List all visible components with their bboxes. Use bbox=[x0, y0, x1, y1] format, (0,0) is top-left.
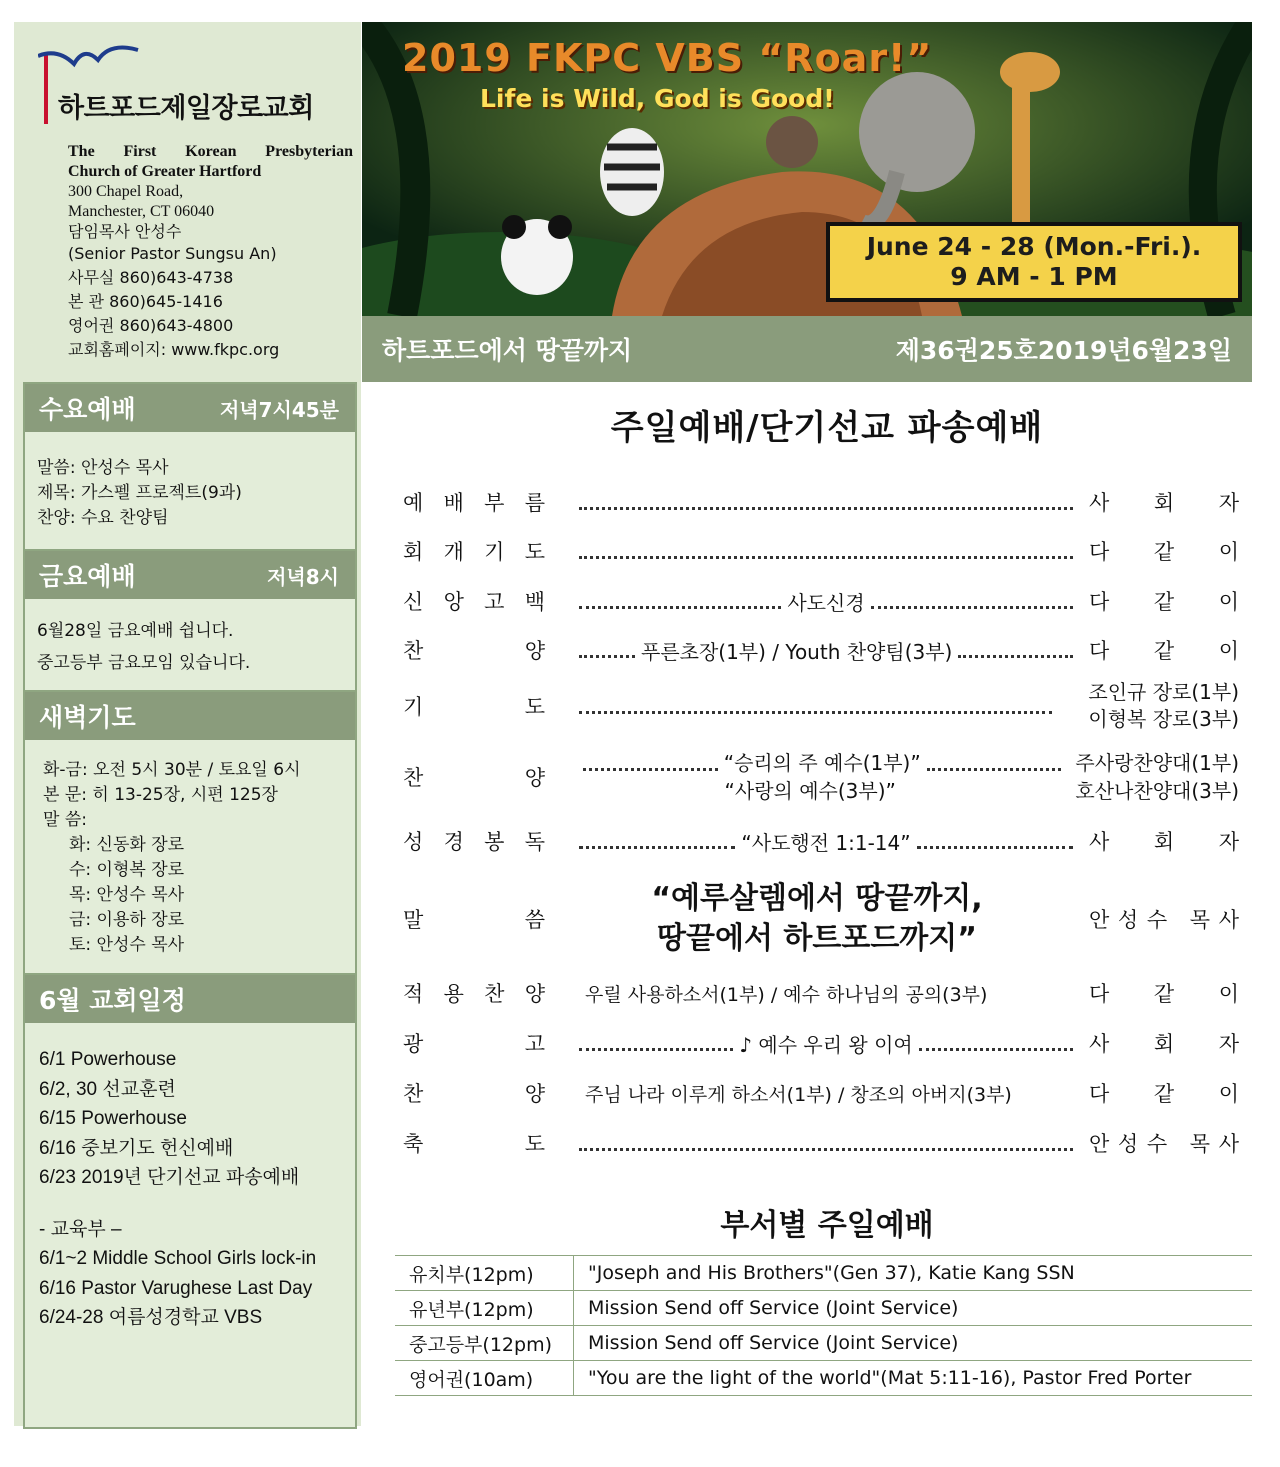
wednesday-header: 수요예배 저녁7시45분 bbox=[25, 384, 355, 432]
dawn-header: 새벽기도 bbox=[25, 692, 355, 740]
homepage: 교회홈페이지: www.fkpc.org bbox=[68, 340, 280, 359]
dept-name: 유치부(12pm) bbox=[395, 1256, 574, 1291]
dept-name: 중고등부(12pm) bbox=[395, 1326, 574, 1361]
order-row-prayer: 기 도 조인규 장로(1부) 이형복 장로(3부) bbox=[403, 680, 1239, 731]
vbs-time: 9 AM - 1 PM bbox=[950, 262, 1118, 291]
address-line1: 300 Chapel Road, bbox=[68, 183, 184, 200]
church-name-kr: 하트포드제일장로교회 bbox=[58, 93, 314, 124]
church-logo bbox=[38, 34, 358, 124]
issue-info: 제36권25호2019년6월23일 bbox=[895, 336, 1232, 365]
church-info bbox=[68, 142, 353, 362]
order-row-choir: 찬 양 “승리의 주 예수(1부)” “사랑의 예수(3부)” 주사랑찬양대(1부) 호산나찬양대(3부) bbox=[403, 751, 1239, 803]
vbs-date: June 24 - 28 (Mon.-Fri.). bbox=[866, 232, 1202, 261]
order-row-praise-closing: 찬 양 주님 나라 이루게 하소서(1부) / 창조의 아버지(3부) 다 같 이 bbox=[403, 1077, 1239, 1109]
sermon-title: “예루살렘에서 땅끝까지, 땅끝에서 하트포드까지” bbox=[651, 881, 983, 956]
address-line2: Manchester, CT 06040 bbox=[68, 203, 215, 220]
dept-name: 유년부(12pm) bbox=[395, 1291, 574, 1326]
motto: 하트포드에서 땅끝까지 bbox=[382, 336, 633, 365]
order-row-call bbox=[403, 486, 1239, 518]
schedule-body: 6/1 Powerhouse 6/2, 30 선교훈련 6/15 Powerhouse 6/16 중보기도 헌신예배 6/23 2019년 단기선교 파송예배 - 교육부 – 6/1~2 Middle School Girls lock-in 6/16 Pastor Varughese Last Day 6/24-28 여름성경학교 VBS bbox=[39, 1049, 317, 1328]
dot-leader bbox=[579, 1048, 733, 1051]
table-row bbox=[395, 1361, 1252, 1396]
vbs-date-box bbox=[826, 222, 1242, 302]
phone-office: 사무실 860)643-4738 bbox=[68, 268, 234, 287]
vbs-title: 2019 FKPC VBS “Roar!” bbox=[402, 36, 933, 80]
dot-leader bbox=[871, 606, 1073, 609]
phone-main: 본 관 860)645-1416 bbox=[68, 292, 223, 311]
order-row-opening-prayer: 회 개 기 도 다 같 이 bbox=[403, 540, 1239, 564]
dot-leader bbox=[927, 768, 1062, 771]
order-leader: 사 회 자 bbox=[1089, 491, 1239, 515]
order-row-response: 적 용 찬 양 우릴 사용하소서(1부) / 예수 하나님의 공의(3부) 다 같 이 bbox=[403, 977, 1239, 1009]
dot-leader bbox=[958, 655, 1073, 658]
left-sidebar bbox=[14, 22, 361, 1426]
phone-english: 영어권 860)643-4800 bbox=[68, 316, 234, 335]
closing-praise-text: 주님 나라 이루게 하소서(1부) / 창조의 아버지(3부) bbox=[585, 1083, 1012, 1106]
dot-leader bbox=[579, 556, 1073, 559]
choir-names: 주사랑찬양대(1부) 호산나찬양대(3부) bbox=[1075, 751, 1239, 803]
dot-leader bbox=[917, 846, 1073, 849]
vbs-banner bbox=[362, 22, 1252, 316]
order-title: 주일예배/단기선교 파송예배 bbox=[610, 408, 1044, 448]
departments-title: 부서별 주일예배 bbox=[720, 1208, 934, 1243]
order-row-announcements: 광 고 ♪ 예수 우리 왕 이여 사 회 자 bbox=[403, 1027, 1239, 1059]
dot-leader bbox=[579, 606, 781, 609]
order-row-sermon: 말 씀 “예루살렘에서 땅끝까지, 땅끝에서 하트포드까지” 안 성 수 목 사 bbox=[403, 876, 1239, 962]
dawn-body: 화-금: 오전 5시 30분 / 토요일 6시 본 문: 히 13-25장, 시편 125장 말 씀: 화: 신동화 장로 수: 이형복 장로 목: 안성수 목사 금: 이용하 장로 토: 안성수 목사 bbox=[43, 760, 301, 955]
senior-pastor-kr: 담임목사 안성수 bbox=[68, 222, 182, 241]
wednesday-body: 말씀: 안성수 목사 제목: 가스펠 프로젝트(9과) 찬양: 수요 찬양팀 bbox=[37, 458, 242, 528]
order-row-benediction: 축 도 안 성 수 목 사 bbox=[403, 1132, 1239, 1156]
table-row bbox=[395, 1291, 1252, 1326]
preacher: 안 성 수 목 사 bbox=[1089, 908, 1239, 932]
friday-service-box bbox=[23, 549, 357, 693]
dot-leader bbox=[579, 1148, 1073, 1151]
senior-pastor-en: (Senior Pastor Sungsu An) bbox=[68, 244, 277, 263]
departments-table bbox=[395, 1255, 1252, 1396]
order-row-creed: 신 앙 고 백 사도신경 다 같 이 bbox=[403, 585, 1239, 617]
dept-detail: Mission Send off Service (Joint Service) bbox=[574, 1291, 1253, 1326]
wednesday-service-box bbox=[23, 382, 357, 552]
dept-detail: "You are the light of the world"(Mat 5:11-16), Pastor Fred Porter bbox=[574, 1361, 1253, 1396]
vbs-subtitle: Life is Wild, God is Good! bbox=[480, 84, 835, 113]
table-row bbox=[395, 1326, 1252, 1361]
friday-body: 6월28일 금요예배 쉽니다. 중고등부 금요모임 있습니다. bbox=[37, 621, 251, 673]
church-name-en-line2: Church of Greater Hartford bbox=[68, 163, 262, 180]
creed-text: 사도신경 bbox=[787, 590, 865, 615]
prayer-leaders: 조인규 장로(1부) 이형복 장로(3부) bbox=[1088, 680, 1239, 731]
dot-leader bbox=[579, 711, 1052, 714]
announcement-song: ♪ 예수 우리 왕 이여 bbox=[739, 1032, 913, 1057]
schedule-header: 6월 교회일정 bbox=[25, 975, 355, 1023]
dawn-prayer-box bbox=[23, 690, 357, 976]
dot-leader bbox=[579, 655, 635, 658]
friday-header: 금요예배 저녁8시 bbox=[25, 551, 355, 599]
bulletin-subheader bbox=[362, 316, 1252, 382]
order-label: 예 배 부 름 bbox=[403, 491, 545, 515]
dot-leader bbox=[583, 768, 718, 771]
dot-leader bbox=[579, 507, 1073, 510]
order-row-scripture: 성 경 봉 독 “사도행전 1:1-14” 사 회 자 bbox=[403, 825, 1239, 857]
scripture-text: “사도행전 1:1-14” bbox=[741, 830, 911, 855]
dot-leader bbox=[919, 1048, 1073, 1051]
choir-songs: “승리의 주 예수(1부)” “사랑의 예수(3부)” bbox=[545, 749, 1075, 805]
church-name-en-line1: The First Korean Presbyterian bbox=[68, 143, 353, 160]
dept-detail: "Joseph and His Brothers"(Gen 37), Katie Kang SSN bbox=[574, 1256, 1253, 1291]
response-text: 우릴 사용하소서(1부) / 예수 하나님의 공의(3부) bbox=[585, 983, 988, 1006]
dept-name: 영어권(10am) bbox=[395, 1361, 574, 1396]
order-row-praise: 찬 양 푸른초장(1부) / Youth 찬양팀(3부) 다 같 이 bbox=[403, 634, 1239, 666]
june-schedule-box bbox=[23, 973, 357, 1429]
table-row bbox=[395, 1256, 1252, 1291]
praise-text: 푸른초장(1부) / Youth 찬양팀(3부) bbox=[641, 639, 953, 664]
dept-detail: Mission Send off Service (Joint Service) bbox=[574, 1326, 1253, 1361]
dot-leader bbox=[579, 846, 735, 849]
